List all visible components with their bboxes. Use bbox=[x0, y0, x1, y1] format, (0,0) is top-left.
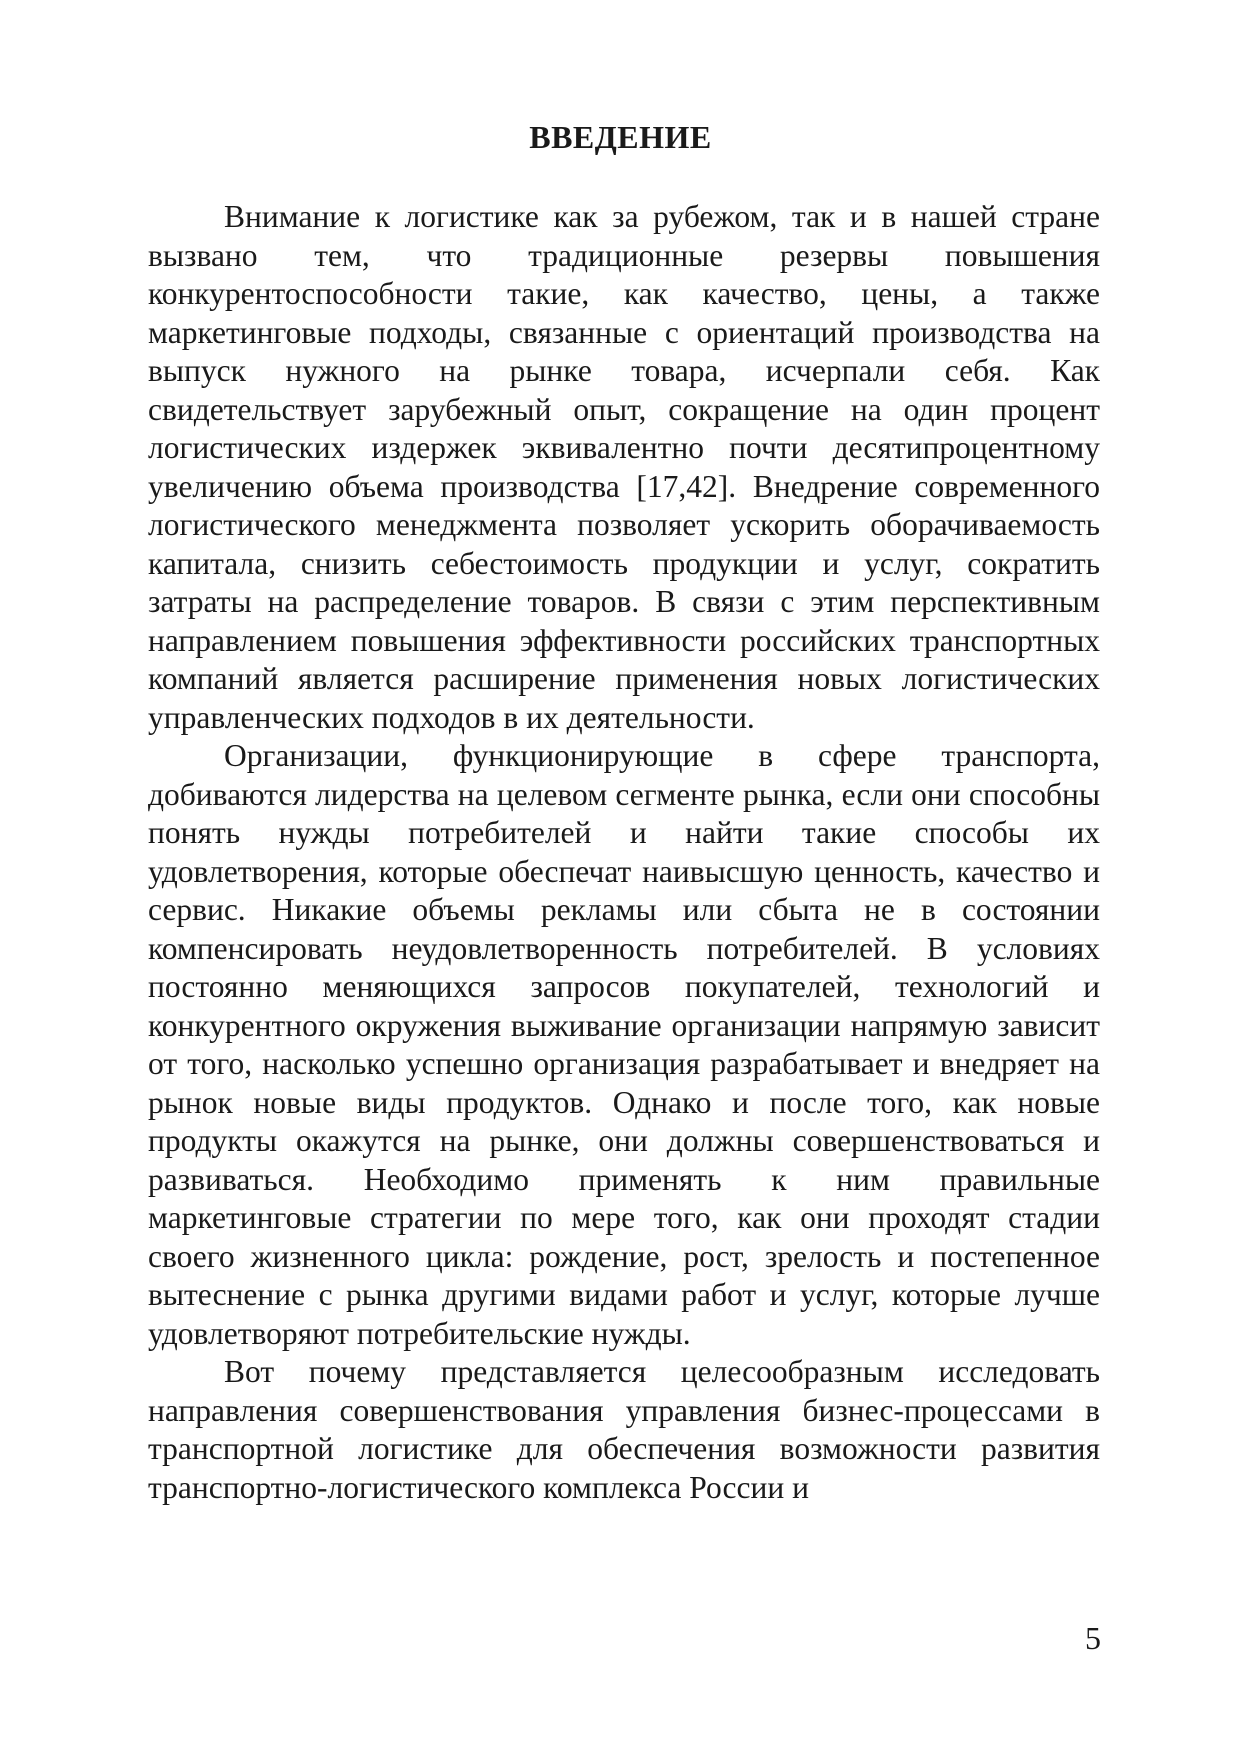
page-title: ВВЕДЕНИЕ bbox=[529, 119, 712, 155]
paragraph-2: Организации, функционирующие в сфере транспорта, добиваются лидерства на целевом сегменте рынка, если они способны понять нужды потребителей и найти такие способы их удовлетворения, которые обеспечат наивысшую ценность, качество и сервис. Никакие объемы рекламы или сбыта не в состоянии компенсировать неудовлетворенность потребителей. В условиях постоянно меняющихся запросов покупателей, технологий и конкурентного окружения выживание организации напрямую зависит от того, насколько успешно организация разрабатывает и внедряет на рынок новые виды продуктов. Однако и после того, как новые продукты окажутся на рынке, они должны совершенствоваться и развиваться. Необходимо применять к ним правильные маркетинговые стратегии по мере того, как они проходят стадии своего жизненного цикла: рождение, рост, зрелость и постепенное вытеснение с рынка другими видами работ и услуг, которые лучше удовлетворяют потребительские нужды. bbox=[148, 738, 1100, 1351]
body-text bbox=[148, 198, 1100, 1507]
paragraph-3: Вот почему представляется целесообразным исследовать направления совершенствования управления бизнес-процессами в транспортной логистике для обеспечения возможности развития транспортно-логистического комплекса России и bbox=[148, 1354, 1100, 1505]
page-number: 5 bbox=[1085, 1620, 1101, 1656]
paragraph-1: Внимание к логистике как за рубежом, так и в нашей стране вызвано тем, что традиционные резервы повышения конкурентоспособности такие, как качество, цены, а также маркетинговые подходы, связанные с ориентаций производства на выпуск нужного на рынке товара, исчерпали себя. Как свидетельствует зарубежный опыт, сокращение на один процент логистических издержек эквивалентно почти десятипроцентному увеличению объема производства [17,42]. Внедрение современного логистического менеджмента позволяет ускорить оборачиваемость капитала, снизить себестоимость продукции и услуг, сократить затраты на распределение товаров. В связи с этим перспективным направлением повышения эффективности российских транспортных компаний является расширение применения новых логистических управленческих подходов в их деятельности. bbox=[148, 199, 1100, 735]
